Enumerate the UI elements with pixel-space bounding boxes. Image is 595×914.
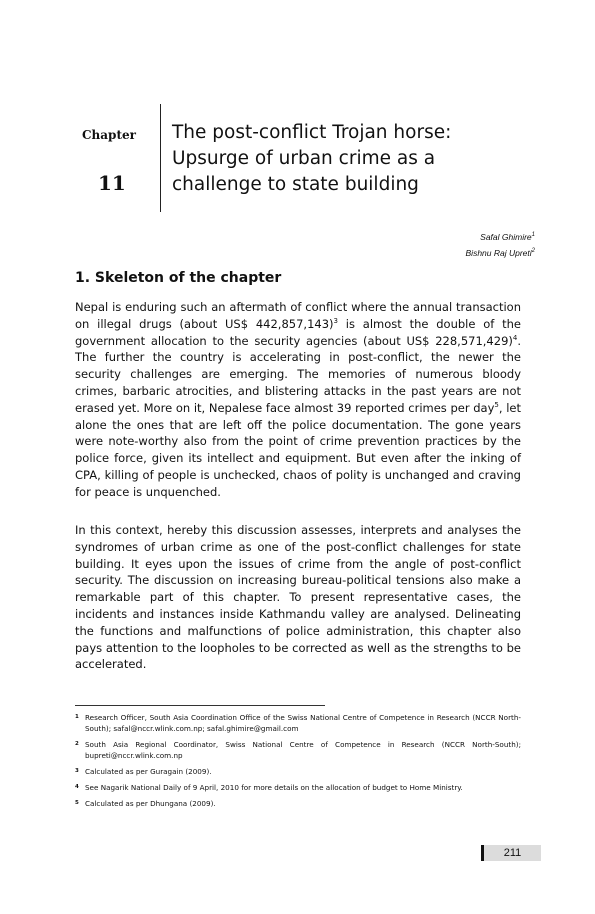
footnote: 1 Research Officer, South Asia Coordination Office of the Swiss National Centre of Competence in Research (NCCR North-South); safal@nccr.wlink.com.np; safal.ghimire@gmail.com [75, 713, 521, 733]
title-line: Upsurge of urban crime as a [172, 148, 436, 169]
chapter-number: 11 [98, 171, 126, 195]
chapter-title [172, 120, 532, 198]
footnote: 2 South Asia Regional Coordinator, Swiss National Centre of Competence in Research (NCCR North-South); bupreti@nccr.wlink.com.np [75, 740, 521, 760]
footnote-divider [75, 705, 325, 706]
footnote: 4 See Nagarik National Daily of 9 April, 2010 for more details on the allocation of budget to Home Ministry. [75, 783, 463, 792]
footnote-ref: 3 [333, 316, 338, 325]
title-divider [160, 104, 161, 212]
paragraph-2: In this context, hereby this discussion assesses, interprets and analyses the syndromes of urban crime as one of the post-conflict challenges for state building. It eyes upon the issues of crime from the angle of post-conflict security. The discussion on increasing bureau-political tensions also make a remarkable part of this chapter. To present representative cases, the incidents and instances inside Kathmandu valley are analysed. Delineating the functions and malfunctions of police administration, this chapter also pays attention to the loopholes to be corrected as well as the strengths to be accelerated. [75, 523, 521, 672]
authors [466, 228, 535, 260]
section-heading: 1. Skeleton of the chapter [75, 270, 282, 286]
footnote-ref: 4 [512, 333, 518, 342]
chapter-word: Chapter [82, 128, 136, 142]
title-line: The post-conflict Trojan horse: [172, 122, 452, 143]
title-line: challenge to state building [172, 174, 419, 195]
footnote: 5 Calculated as per Dhungana (2009). [75, 799, 216, 808]
paragraph-1: Nepal is enduring such an aftermath of conflict where the annual transaction on illegal drugs (about US$ 442,857,143)$^3$ is almost the double of the government allocation to the security agencies (about US$ 228,571,429)$^4$. The further the country is accelerating in post-conflict, the newer the security challenges are emerging. The memories of numerous bloody crimes, barbaric atrocities, and blistering attacks in the past years are not erased yet. More on it, Nepalese face almost 39 reported crimes per day$^5$, let alone the ones that are left off the police documentation. The gone years were note-worthy also from the point of crime prevention practices by the police force, given its intellect and equipment. But even after the inking of CPA, killing of people is unchecked, chaos of polity is unchanged and craving for peace is unquenched. [75, 300, 522, 499]
footnotes [75, 712, 521, 814]
chapter-label-block [60, 104, 170, 212]
page-number: 211 [481, 845, 541, 861]
author: Bishnu Raj Upreti$^2$ [465, 247, 535, 258]
footnote: 3 Calculated as per Guragain (2009). [75, 767, 212, 776]
author: Safal Ghimire$^1$ [480, 231, 535, 242]
footnote-ref: 5 [494, 400, 499, 409]
